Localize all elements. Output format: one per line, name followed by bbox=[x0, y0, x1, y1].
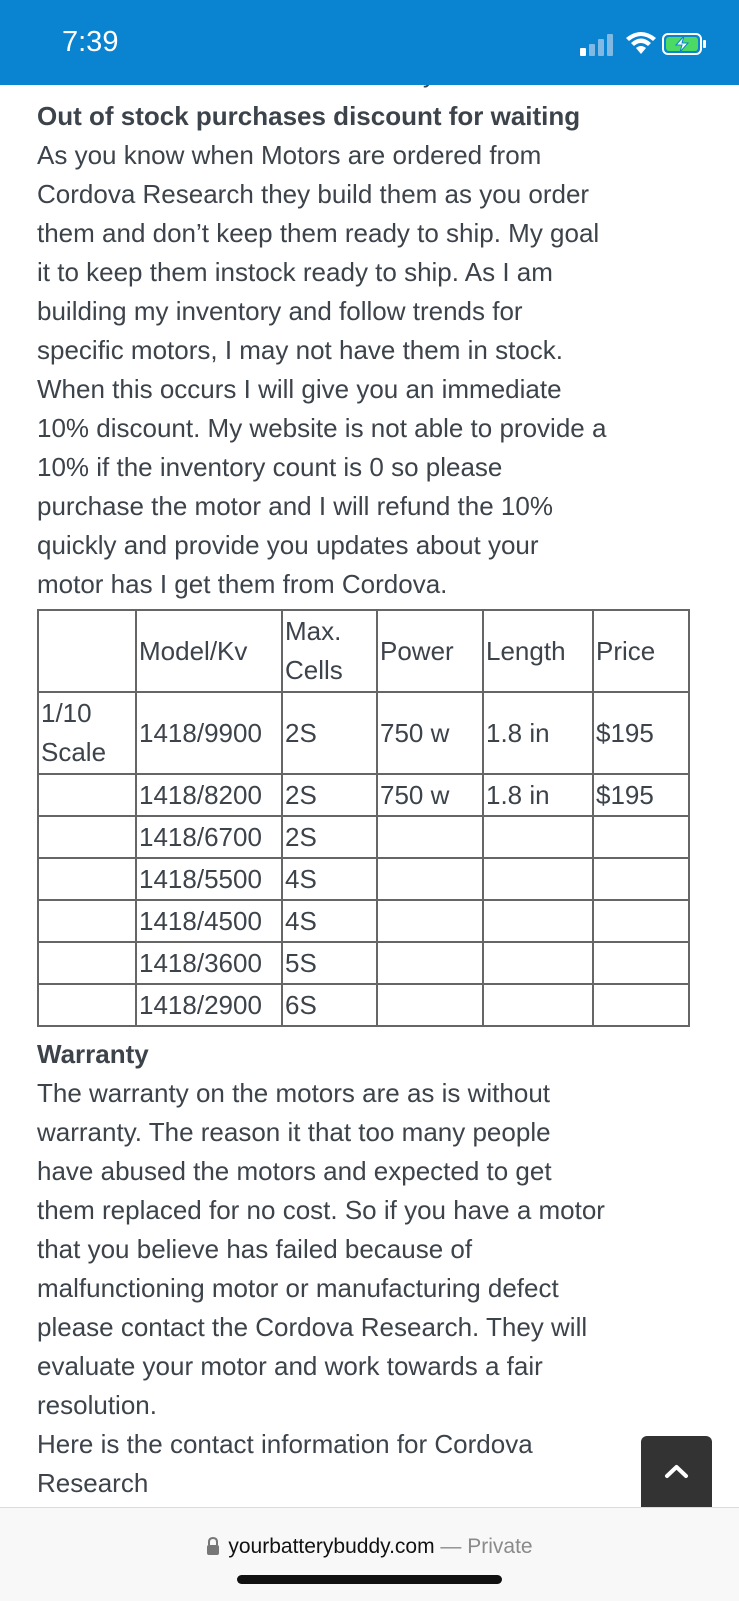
privacy-label: — Private bbox=[440, 1535, 533, 1558]
wifi-icon bbox=[625, 30, 657, 56]
table-cell: 1418/4500 bbox=[136, 900, 282, 942]
table-cell bbox=[483, 984, 593, 1026]
table-cell bbox=[377, 942, 483, 984]
table-cell bbox=[377, 858, 483, 900]
table-cell: 2S bbox=[282, 774, 377, 816]
status-time: 7:39 bbox=[62, 26, 119, 58]
body-line: As you know when Motors are ordered from bbox=[37, 140, 542, 170]
body-line: evaluate your motor and work towards a fair bbox=[37, 1351, 543, 1381]
table-cell: 2S bbox=[282, 816, 377, 858]
body-line: Research bbox=[37, 1468, 149, 1498]
table-cell: 1418/6700 bbox=[136, 816, 282, 858]
table-cell: $195 bbox=[593, 692, 689, 774]
table-row bbox=[38, 984, 689, 1026]
table-cell: 1418/8200 bbox=[136, 774, 282, 816]
body-line: that you believe has failed because of bbox=[37, 1234, 473, 1264]
header-line: Cells bbox=[285, 655, 343, 685]
table-cell: 1418/9900 bbox=[136, 692, 282, 774]
body-line: it to keep them instock ready to ship. As I am bbox=[37, 257, 553, 287]
body-line: building my inventory and follow trends for bbox=[37, 296, 523, 326]
url-domain: yourbatterybuddy.com bbox=[228, 1535, 435, 1558]
table-cell: 750 w bbox=[377, 774, 483, 816]
warranty-section bbox=[37, 1035, 727, 1503]
table-cell bbox=[38, 858, 136, 900]
header-line: Max. bbox=[285, 616, 342, 646]
table-cell bbox=[483, 942, 593, 984]
table-cell: 750 w bbox=[377, 692, 483, 774]
table-cell: 1.8 in bbox=[483, 692, 593, 774]
scale-line: 1/10 bbox=[41, 698, 92, 728]
battery-charging-icon bbox=[662, 33, 708, 55]
section-heading: Out of stock purchases discount for waiting bbox=[37, 101, 581, 131]
body-line: resolution. bbox=[37, 1390, 157, 1420]
table-cell bbox=[38, 692, 136, 774]
body-line: warranty. The reason it that too many people bbox=[37, 1117, 551, 1147]
table-cell bbox=[377, 816, 483, 858]
scale-line: Scale bbox=[41, 737, 107, 767]
table-row bbox=[38, 692, 689, 774]
table-cell: 4S bbox=[282, 900, 377, 942]
table-cell bbox=[483, 816, 593, 858]
body-line: please contact the Cordova Research. They will bbox=[37, 1312, 588, 1342]
body-line: Cordova Research they build them as you order bbox=[37, 179, 590, 209]
body-line: When this occurs I will give you an immediate bbox=[37, 374, 562, 404]
body-line: 10% if the inventory count is 0 so please bbox=[37, 452, 503, 482]
body-line: quickly and provide you updates about your bbox=[37, 530, 539, 560]
table-cell: $195 bbox=[593, 774, 689, 816]
table-cell bbox=[593, 816, 689, 858]
table-cell bbox=[593, 984, 689, 1026]
table-cell bbox=[38, 774, 136, 816]
motor-table bbox=[37, 609, 690, 1027]
table-cell bbox=[593, 942, 689, 984]
status-bar bbox=[0, 0, 739, 85]
table-cell: 4S bbox=[282, 858, 377, 900]
body-line: malfunctioning motor or manufacturing defect bbox=[37, 1273, 559, 1303]
table-row bbox=[38, 942, 689, 984]
table-header-cell bbox=[282, 610, 377, 692]
browser-address-bar[interactable] bbox=[0, 1507, 739, 1601]
table-cell bbox=[38, 984, 136, 1026]
table-header-cell: Power bbox=[377, 610, 483, 692]
table-header-row bbox=[38, 610, 689, 692]
body-line: them replaced for no cost. So if you have a motor bbox=[37, 1195, 605, 1225]
body-line: specific motors, I may not have them in stock. bbox=[37, 335, 563, 365]
body-line: 10% discount. My website is not able to provide a bbox=[37, 413, 607, 443]
table-row bbox=[38, 900, 689, 942]
scroll-to-top-button[interactable] bbox=[641, 1436, 712, 1507]
body-line: motor has I get them from Cordova. bbox=[37, 569, 448, 599]
table-row bbox=[38, 774, 689, 816]
table-row bbox=[38, 858, 689, 900]
table-cell bbox=[377, 900, 483, 942]
chevron-up-icon bbox=[641, 1436, 712, 1507]
table-header-cell: Price bbox=[593, 610, 689, 692]
table-cell bbox=[38, 942, 136, 984]
table-cell bbox=[593, 858, 689, 900]
table-row bbox=[38, 816, 689, 858]
table-cell bbox=[38, 900, 136, 942]
article-section bbox=[37, 85, 717, 604]
table-cell: 6S bbox=[282, 984, 377, 1026]
table-cell bbox=[483, 900, 593, 942]
body-line: purchase the motor and I will refund the 10% bbox=[37, 491, 553, 521]
home-indicator[interactable] bbox=[237, 1575, 502, 1584]
table-cell: 1.8 in bbox=[483, 774, 593, 816]
body-line: The warranty on the motors are as is without bbox=[37, 1078, 551, 1108]
signal-icon bbox=[580, 34, 616, 56]
table-header-cell: Model/Kv bbox=[136, 610, 282, 692]
table-cell bbox=[593, 900, 689, 942]
table-cell: 1418/2900 bbox=[136, 984, 282, 1026]
table-cell: 5S bbox=[282, 942, 377, 984]
url-display[interactable] bbox=[0, 1535, 739, 1559]
table-header-cell bbox=[38, 610, 136, 692]
body-line: have abused the motors and expected to get bbox=[37, 1156, 552, 1186]
body-line: them and don’t keep them ready to ship. My goal bbox=[37, 218, 600, 248]
warranty-heading: Warranty bbox=[37, 1039, 149, 1069]
table-cell: 2S bbox=[282, 692, 377, 774]
table-cell: 1418/5500 bbox=[136, 858, 282, 900]
lock-icon bbox=[206, 1537, 220, 1555]
table-cell bbox=[483, 858, 593, 900]
table-cell bbox=[377, 984, 483, 1026]
body-line: Here is the contact information for Cordova bbox=[37, 1429, 533, 1459]
table-cell: 1418/3600 bbox=[136, 942, 282, 984]
table-header-cell: Length bbox=[483, 610, 593, 692]
table-cell bbox=[38, 816, 136, 858]
